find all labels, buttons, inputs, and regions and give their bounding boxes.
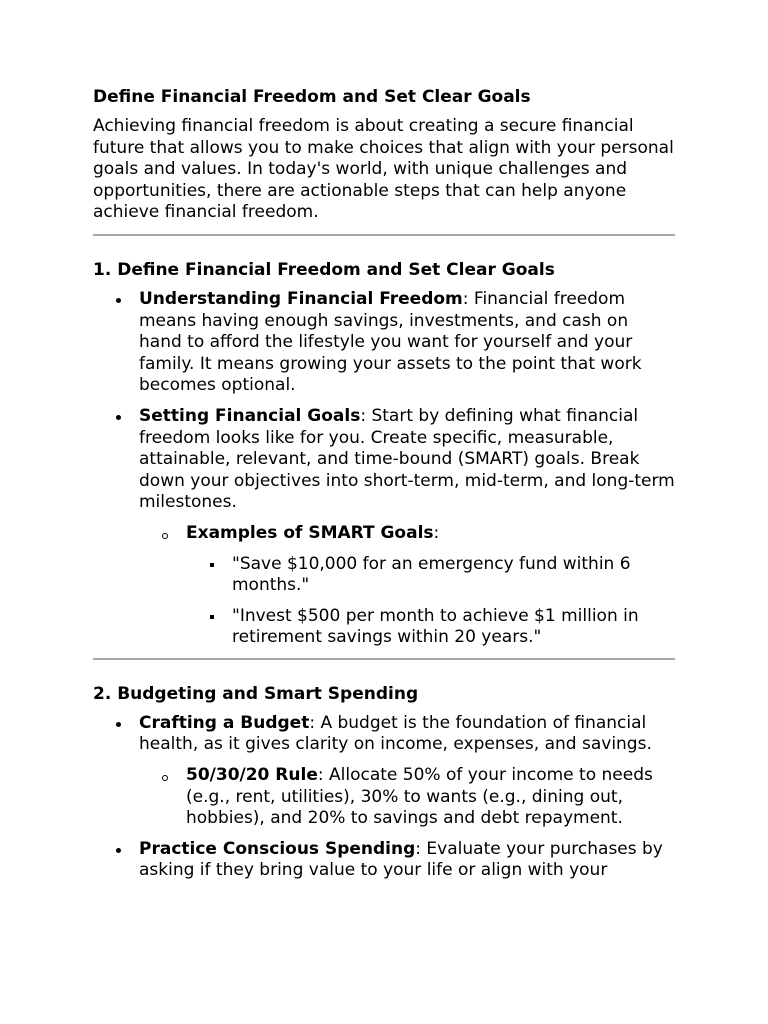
- sub-bullet-list: [139, 765, 675, 830]
- list-item-text: :: [433, 522, 440, 543]
- list-item: [139, 765, 675, 830]
- list-item-term: Setting Financial Goals: [139, 405, 361, 426]
- list-item-text: : Evaluate your purchases by asking if they bring value to your life or align with your: [139, 838, 663, 881]
- list-item-text: : A budget is the foundation of financial health, as it gives clarity on income, expenses, and savings.: [139, 712, 652, 755]
- list-item-term: Understanding Financial Freedom: [139, 288, 463, 309]
- section-heading: 2. Budgeting and Smart Spending: [93, 683, 419, 704]
- document-page: [93, 86, 675, 891]
- list-item: [93, 839, 675, 882]
- section-heading: 1. Define Financial Freedom and Set Clear Goals: [93, 259, 555, 280]
- intro-paragraph: Achieving financial freedom is about creating a secure financial future that allows you to make choices that align with your personal goals and values. In today's world, with unique challenges and opportunities, there are actionable steps that can help anyone achieve financial freedom.: [93, 116, 674, 223]
- section-divider: [93, 658, 675, 660]
- list-item-term: Examples of SMART Goals: [186, 522, 434, 543]
- list-item: [93, 406, 675, 649]
- example-list: [186, 554, 675, 649]
- list-item-text: : Start by defining what financial freedom looks like for you. Create specific, measurable, attainable, relevant, and time-bound (SMART) goals. Break down your objectives into short-term, mid-term, and long-term milestones.: [139, 405, 675, 513]
- bullet-list: [93, 289, 675, 649]
- list-item-text: : Allocate 50% of your income to needs (e.g., rent, utilities), 30% to wants (e.g., dining out, hobbies), and 20% to savings and debt repayment.: [186, 765, 653, 829]
- example-item: "Save $10,000 for an emergency fund within 6 months.": [186, 554, 675, 597]
- bullet-list: [93, 713, 675, 882]
- list-item-term: Practice Conscious Spending: [139, 838, 416, 859]
- list-item-text: : Financial freedom means having enough savings, investments, and cash on hand to afford the lifestyle you want for yourself and your family. It means growing your assets to the point that work becomes optional.: [139, 288, 642, 396]
- list-item: [93, 289, 675, 397]
- section-divider: [93, 234, 675, 236]
- document-title: Define Financial Freedom and Set Clear Goals: [93, 87, 531, 107]
- list-item-term: 50/30/20 Rule: [186, 765, 318, 786]
- list-item-term: Crafting a Budget: [139, 712, 310, 733]
- example-item: "Invest $500 per month to achieve $1 million in retirement savings within 20 years.": [186, 606, 675, 649]
- list-item: [93, 713, 675, 830]
- list-item: [139, 523, 675, 649]
- sub-bullet-list: [139, 523, 675, 649]
